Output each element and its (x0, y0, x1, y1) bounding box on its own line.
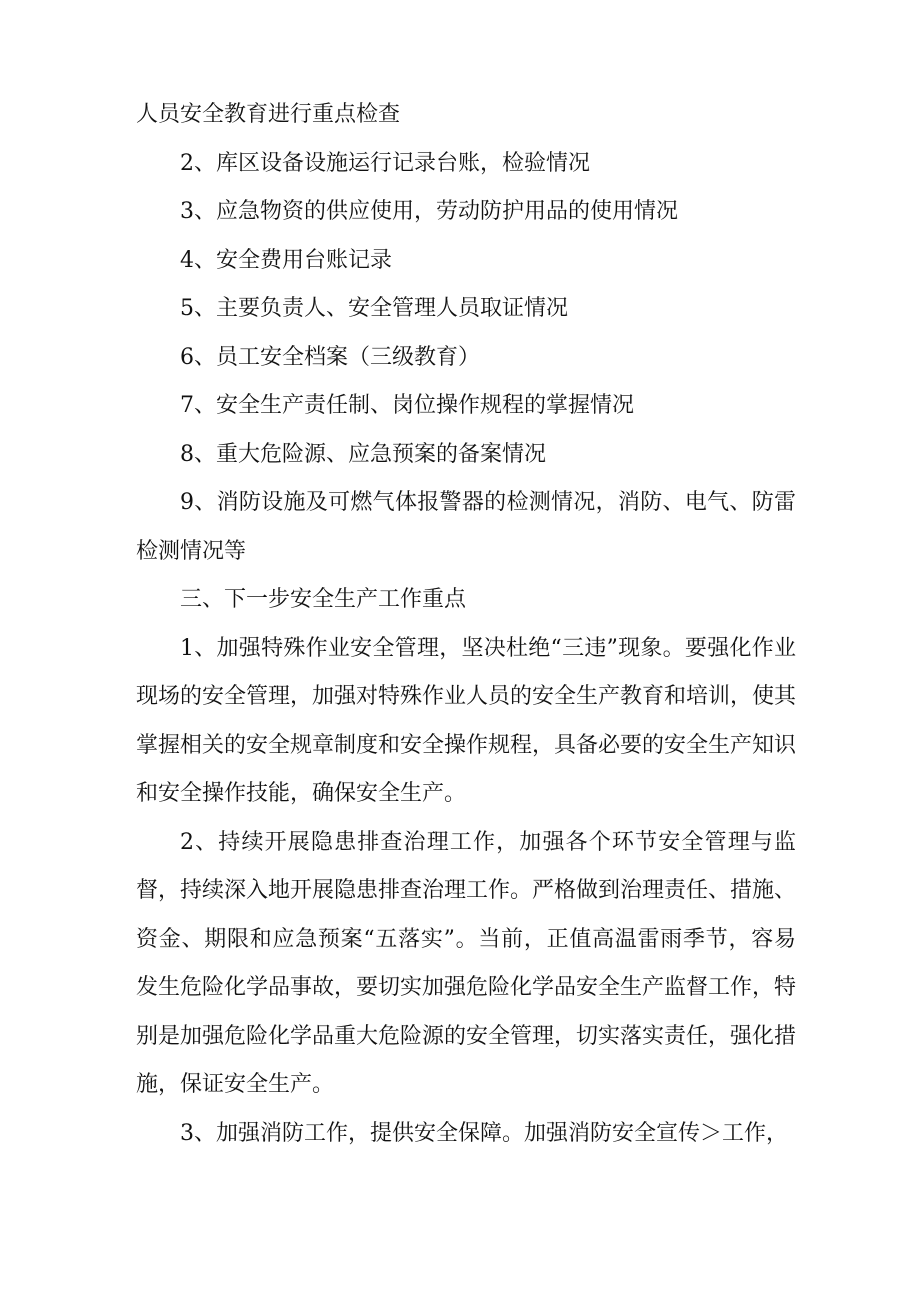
list-item: 5、主要负责人、安全管理人员取证情况 (180, 296, 568, 321)
list-item: 8、重大危险源、应急预案的备案情况 (180, 441, 546, 467)
body-paragraph: 2、持续开展隐患排查治理工作，加强各个环节安全管理与监督，持续深入地开展隐患排查治理工作。严格做到治理责任、措施、资金、期限和应急预案“五落实”。当前，正值高温雷雨季节，容易发生危险化学品事故，要切实加强危险化学品安全生产监督工作，特别是加强危险化学品重大危险源的安全管理，切实落实责任，强化措施，保证安全生产。 (136, 829, 797, 1097)
paragraph-continuation: 人员安全教育进行重点检查 (136, 102, 401, 127)
section-heading: 三、下一步安全生产工作重点 (180, 587, 467, 612)
document-body (136, 91, 796, 1158)
list-item: 9、消防设施及可燃气体报警器的检测情况，消防、电气、防雷检测情况等 (136, 490, 796, 564)
list-item: 2、库区设备设施运行记录台账，检验情况 (180, 150, 590, 176)
list-item: 7、安全生产责任制、岗位操作规程的掌握情况 (180, 393, 634, 418)
list-item: 3、应急物资的供应使用，劳动防护用品的使用情况 (180, 199, 678, 224)
list-item: 4、安全费用台账记录 (180, 247, 392, 273)
body-paragraph: 3、加强消防工作，提供安全保障。加强消防安全宣传＞工作， (180, 1120, 788, 1146)
body-paragraph: 1、加强特殊作业安全管理，坚决杜绝“三违”现象。要强化作业现场的安全管理，加强对特殊作业人员的安全生产教育和培训，使其掌握相关的安全规章制度和安全操作规程，具备必要的安全生产知识和安全操作技能，确保安全生产。 (136, 635, 797, 806)
list-item: 6、员工安全档案（三级教育） (180, 344, 480, 370)
